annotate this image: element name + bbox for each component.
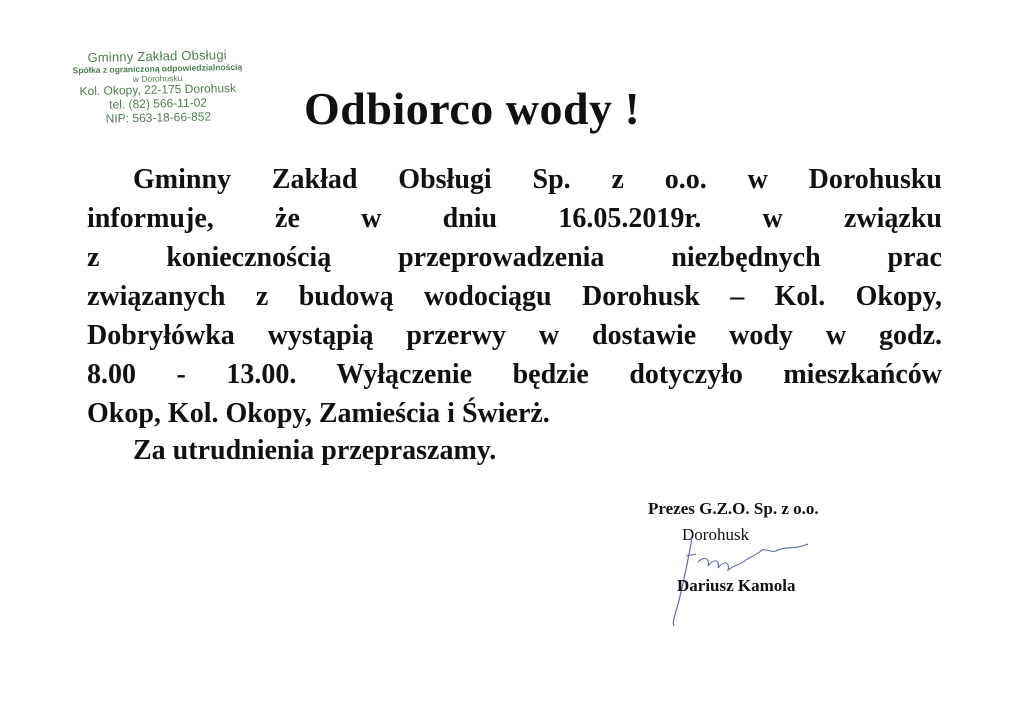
company-stamp (42, 47, 274, 128)
notice-title: Odbiorco wody ! (304, 83, 641, 134)
notice-line-4: związanych z budową wodociągu Dorohusk – Kol. Okopy, (87, 281, 942, 312)
stamp-company-name: Gminny Zakład Obsługi (87, 47, 227, 66)
notice-line-6: 8.00 - 13.00. Wyłączenie będzie dotyczyło mieszkańców (87, 359, 942, 390)
stamp-nip: NIP: 563-18-66-852 (105, 109, 212, 126)
signer-place: Dorohusk (682, 525, 750, 544)
notice-line-7: Okop, Kol. Okopy, Zamieścia i Świerż. (87, 398, 550, 429)
signer-title: Prezes G.Z.O. Sp. z o.o. (648, 499, 819, 518)
stamp-address: Kol. Okopy, 22-175 Dorohusk (79, 81, 237, 99)
notice-body (87, 160, 942, 433)
notice-line-5: Dobryłówka wystąpią przerwy w dostawie wody w godz. (87, 320, 942, 351)
handwritten-signature (662, 520, 832, 630)
notice-apology: Za utrudnienia przepraszamy. (133, 435, 497, 466)
notice-line-2: informuje, że w dniu 16.05.2019r. w związku (87, 203, 942, 234)
stamp-legal-form: Spółka z ograniczoną odpowiedzialnością (72, 61, 243, 76)
notice-line-1: Gminny Zakład Obsługi Sp. z o.o. w Dorohusku (133, 164, 942, 195)
notice-line-3: z koniecznością przeprowadzenia niezbędnych prac (87, 242, 942, 273)
stamp-location: w Dorohusku (132, 72, 183, 84)
stamp-phone: tel. (82) 566-11-02 (109, 95, 208, 112)
signer-name: Dariusz Kamola (677, 576, 796, 595)
